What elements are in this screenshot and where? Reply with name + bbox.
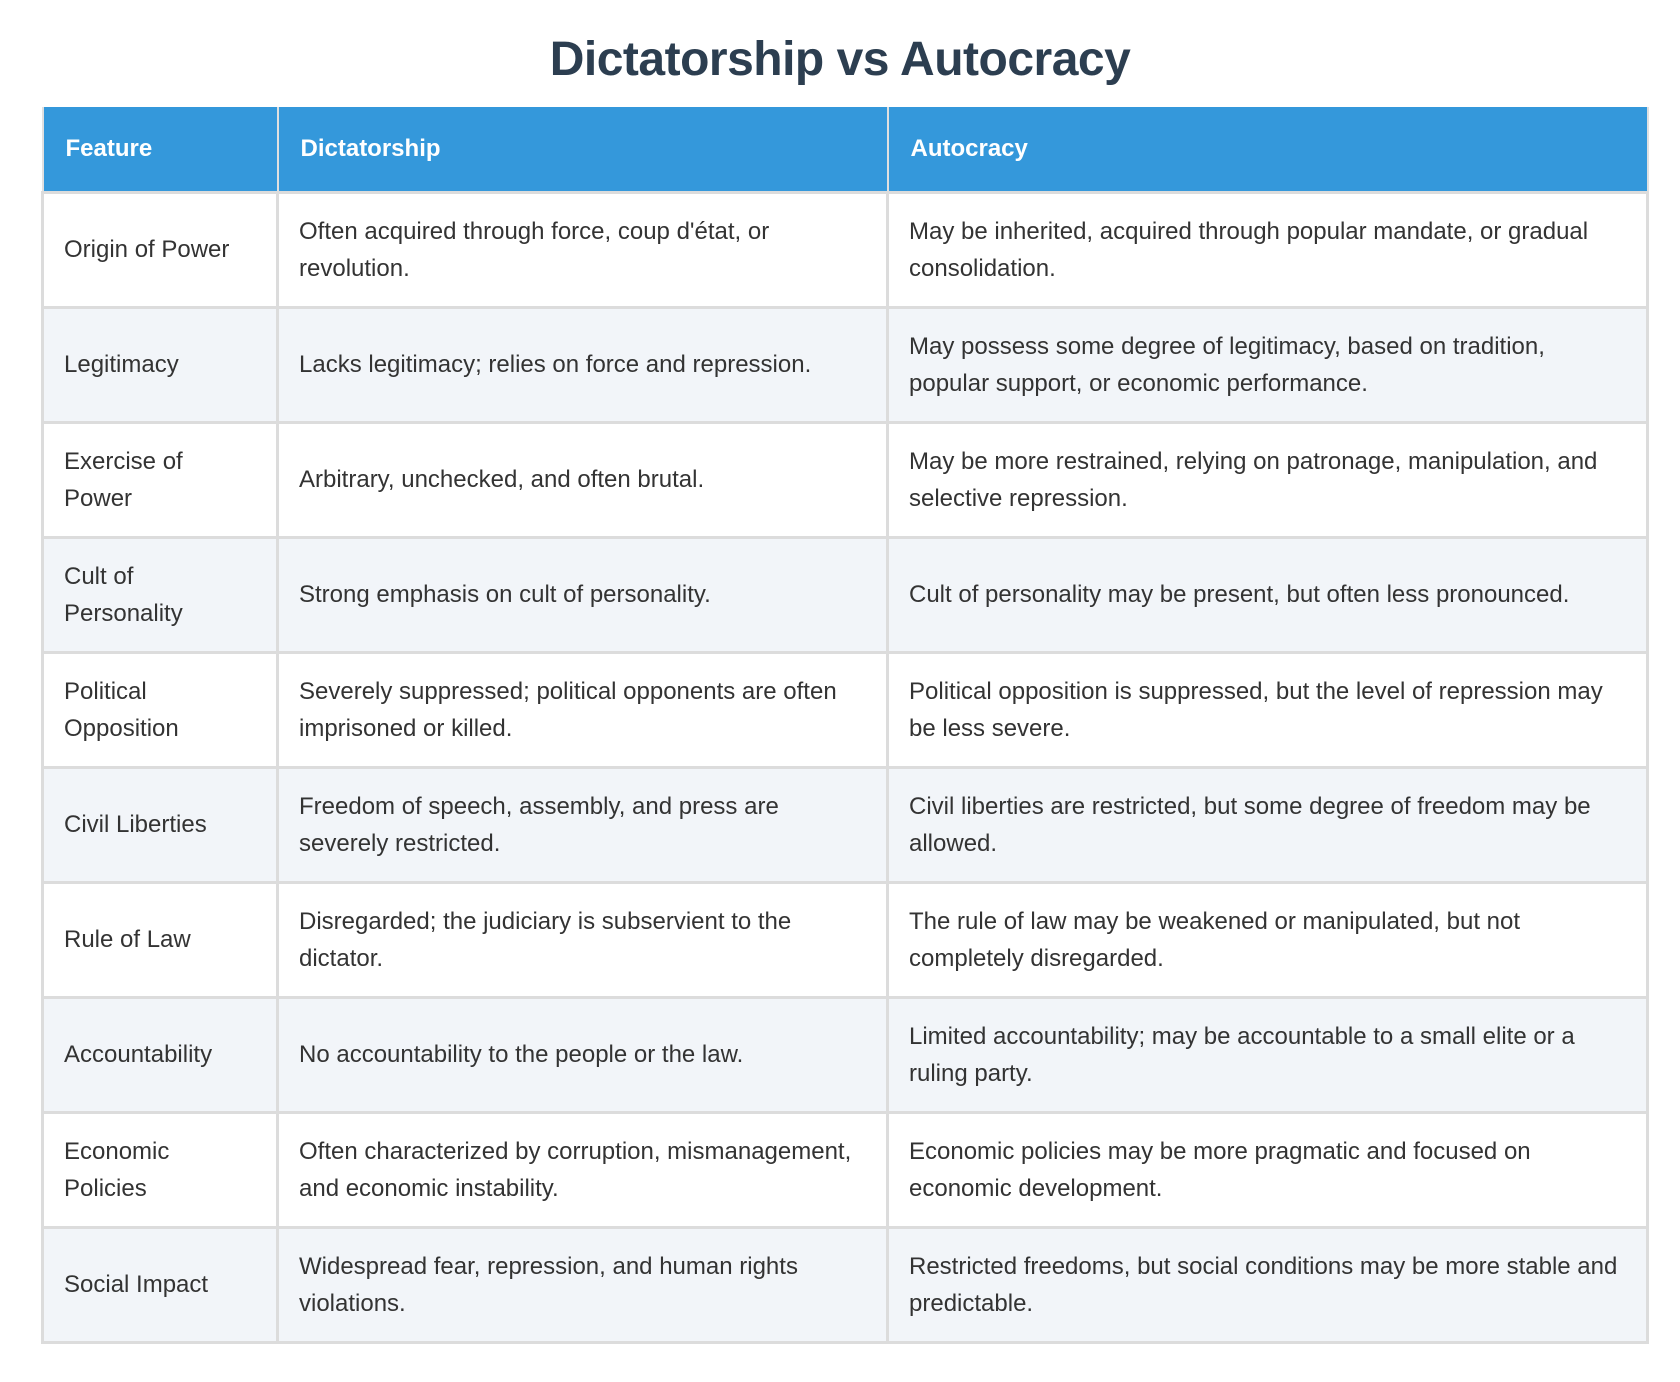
table-header bbox=[43, 107, 1648, 192]
autocracy-cell: The rule of law may be weakened or manipulated, but not completely disregarded. bbox=[888, 882, 1648, 997]
table-row bbox=[43, 422, 1648, 537]
header-row bbox=[43, 107, 1648, 192]
dictatorship-cell: Strong emphasis on cult of personality. bbox=[278, 537, 888, 652]
autocracy-cell: Economic policies may be more pragmatic and focused on economic development. bbox=[888, 1112, 1648, 1227]
page-title: Dictatorship vs Autocracy bbox=[549, 33, 1131, 86]
header-dictatorship: Dictatorship bbox=[278, 107, 888, 192]
feature-cell: Cult of Personality bbox=[43, 537, 278, 652]
feature-cell: Rule of Law bbox=[43, 882, 278, 997]
feature-cell: Economic Policies bbox=[43, 1112, 278, 1227]
dictatorship-cell: No accountability to the people or the law. bbox=[278, 997, 888, 1112]
autocracy-cell: Limited accountability; may be accountable to a small elite or a ruling party. bbox=[888, 997, 1648, 1112]
dictatorship-cell: Often acquired through force, coup d'état, or revolution. bbox=[278, 192, 888, 307]
feature-cell: Social Impact bbox=[43, 1227, 278, 1342]
dictatorship-cell: Widespread fear, repression, and human rights violations. bbox=[278, 1227, 888, 1342]
table-row bbox=[43, 652, 1648, 767]
feature-cell: Civil Liberties bbox=[43, 767, 278, 882]
feature-cell: Origin of Power bbox=[43, 192, 278, 307]
feature-cell: Accountability bbox=[43, 997, 278, 1112]
table-row bbox=[43, 1112, 1648, 1227]
table-row bbox=[43, 882, 1648, 997]
table-row bbox=[43, 192, 1648, 307]
table-row bbox=[43, 1227, 1648, 1342]
table-row bbox=[43, 767, 1648, 882]
feature-cell: Exercise of Power bbox=[43, 422, 278, 537]
feature-cell: Political Opposition bbox=[43, 652, 278, 767]
autocracy-cell: May be more restrained, relying on patronage, manipulation, and selective repression. bbox=[888, 422, 1648, 537]
autocracy-cell: Civil liberties are restricted, but some degree of freedom may be allowed. bbox=[888, 767, 1648, 882]
header-autocracy: Autocracy bbox=[888, 107, 1648, 192]
feature-cell: Legitimacy bbox=[43, 307, 278, 422]
table-body bbox=[43, 192, 1648, 1342]
autocracy-cell: Political opposition is suppressed, but the level of repression may be less severe. bbox=[888, 652, 1648, 767]
dictatorship-cell: Lacks legitimacy; relies on force and repression. bbox=[278, 307, 888, 422]
autocracy-cell: May be inherited, acquired through popular mandate, or gradual consolidation. bbox=[888, 192, 1648, 307]
autocracy-cell: May possess some degree of legitimacy, based on tradition, popular support, or economic performance. bbox=[888, 307, 1648, 422]
table-row bbox=[43, 997, 1648, 1112]
autocracy-cell: Cult of personality may be present, but often less pronounced. bbox=[888, 537, 1648, 652]
comparison-table bbox=[41, 107, 1649, 1344]
autocracy-cell: Restricted freedoms, but social conditions may be more stable and predictable. bbox=[888, 1227, 1648, 1342]
dictatorship-cell: Severely suppressed; political opponents are often imprisoned or killed. bbox=[278, 652, 888, 767]
table-row bbox=[43, 307, 1648, 422]
table-row bbox=[43, 537, 1648, 652]
dictatorship-cell: Arbitrary, unchecked, and often brutal. bbox=[278, 422, 888, 537]
header-feature: Feature bbox=[43, 107, 278, 192]
dictatorship-cell: Freedom of speech, assembly, and press are severely restricted. bbox=[278, 767, 888, 882]
dictatorship-cell: Disregarded; the judiciary is subservient to the dictator. bbox=[278, 882, 888, 997]
dictatorship-cell: Often characterized by corruption, mismanagement, and economic instability. bbox=[278, 1112, 888, 1227]
